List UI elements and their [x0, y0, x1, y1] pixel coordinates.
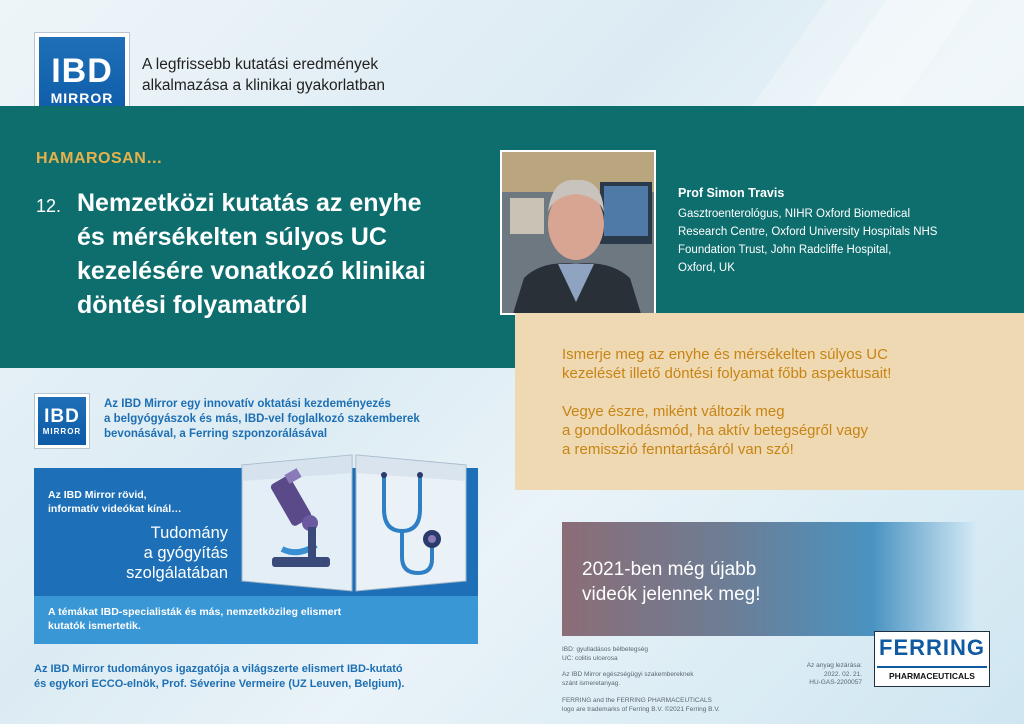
document-date-code	[790, 662, 862, 688]
speaker-name: Prof Simon Travis	[678, 186, 785, 200]
speaker-description	[678, 205, 1008, 277]
logo-mirror-text: MIRROR	[50, 90, 114, 106]
tan-paragraph-1	[562, 345, 1002, 383]
ibd-mirror-logo-small	[34, 393, 90, 449]
promo-small-line: Az IBD Mirror rövid,	[48, 489, 147, 501]
fine-line: Az anyag lezárása:	[806, 662, 862, 669]
fine-line: szánt ismeretanyag.	[562, 679, 621, 687]
scientific-director-text	[34, 662, 474, 692]
title-line: Nemzetközi kutatás az enyhe	[77, 189, 422, 217]
episode-title	[77, 186, 487, 322]
tan-paragraph-2	[562, 402, 1002, 459]
intro-line: bevonásával, a Ferring szponzorálásával	[104, 428, 328, 440]
intro-line: Az IBD Mirror egy innovatív oktatási kezdeményezés	[104, 398, 391, 410]
announcement-text	[582, 557, 761, 607]
promo-headline-line: Tudomány	[150, 524, 228, 542]
audience-note	[562, 671, 694, 688]
fine-line: Az IBD Mirror egészségügyi szakembereknek	[562, 671, 694, 678]
tan-line: kezelését illető döntési folyamat főbb aspektusait!	[562, 365, 892, 382]
title-line: és mérsékelten súlyos UC	[77, 223, 387, 251]
tan-line: Vegye észre, miként változik meg	[562, 403, 785, 420]
intro-text	[104, 397, 494, 442]
fine-line: HU-GAS-2200057	[809, 679, 862, 686]
tagline-line: A legfrissebb kutatási eredmények	[142, 56, 379, 73]
promo-headline	[80, 523, 228, 583]
announcement-line: 2021-ben még újabb	[582, 559, 757, 580]
fine-line: FERRING and the FERRING PHARMACEUTICALS	[562, 697, 712, 704]
promo-footer	[34, 596, 478, 644]
fine-line: logo are trademarks of Ferring B.V. ©2021 Ferring B.V.	[562, 705, 720, 713]
ferring-subtitle: PHARMACEUTICALS	[877, 666, 987, 684]
logo-mirror-text: MIRROR	[42, 426, 82, 436]
speaker-desc-line: Gasztroenterológus, NIHR Oxford Biomedical	[678, 208, 911, 220]
ferring-name: FERRING	[879, 635, 985, 660]
promo-footer-line: kutatók ismertetik.	[48, 620, 141, 632]
episode-number: 12.	[36, 196, 62, 216]
promo-headline-line: szolgálatában	[126, 564, 228, 582]
logo-ibd-text: IBD	[44, 405, 80, 427]
speaker-photo	[500, 150, 656, 315]
tagline-line: alkalmazása a klinikai gyakorlatban	[142, 77, 385, 94]
tagline	[142, 54, 385, 96]
speaker-desc-line: Foundation Trust, John Radcliffe Hospital,	[678, 244, 892, 256]
title-line: kezelésére vonatkozó klinikai	[77, 257, 426, 285]
ferring-logo	[874, 631, 990, 687]
promo-small-line: informatív videókat kínál…	[48, 503, 182, 515]
speaker-desc-line: Oxford, UK	[678, 262, 735, 274]
promo-footer-line: A témákat IBD-specialisták és más, nemzetközileg elismert	[48, 606, 342, 618]
fine-line: 2022. 02. 21.	[824, 670, 862, 678]
director-line: és egykori ECCO-elnök, Prof. Séverine Vermeire (UZ Leuven, Belgium).	[34, 678, 405, 690]
abbreviations	[562, 646, 648, 663]
speaker-desc-line: Research Centre, Oxford University Hospitals NHS	[678, 226, 938, 238]
tan-line: a remisszió fenntartásáról van szó!	[562, 441, 794, 458]
director-line: Az IBD Mirror tudományos igazgatója a világszerte elismert IBD-kutató	[34, 663, 403, 675]
tan-line: Ismerje meg az enyhe és mérsékelten súlyos UC	[562, 346, 888, 363]
promo-small-text	[48, 488, 238, 516]
intro-line: a belgyógyászok és más, IBD-vel foglalkozó szakemberek	[104, 413, 420, 425]
tan-line: a gondolkodásmód, ha aktív betegségről vagy	[562, 422, 869, 439]
coming-soon-label: HAMAROSAN…	[36, 150, 163, 167]
fine-line: IBD: gyulladásos bélbetegség	[562, 646, 649, 653]
logo-ibd-text: IBD	[51, 52, 113, 90]
trademark-note	[562, 697, 720, 714]
fine-line: UC: colitis ulcerosa	[562, 654, 618, 662]
open-book-illustration	[238, 453, 470, 593]
title-line: döntési folyamatról	[77, 291, 308, 319]
promo-headline-line: a gyógyítás	[143, 544, 228, 562]
announcement-line: videók jelennek meg!	[582, 584, 761, 605]
